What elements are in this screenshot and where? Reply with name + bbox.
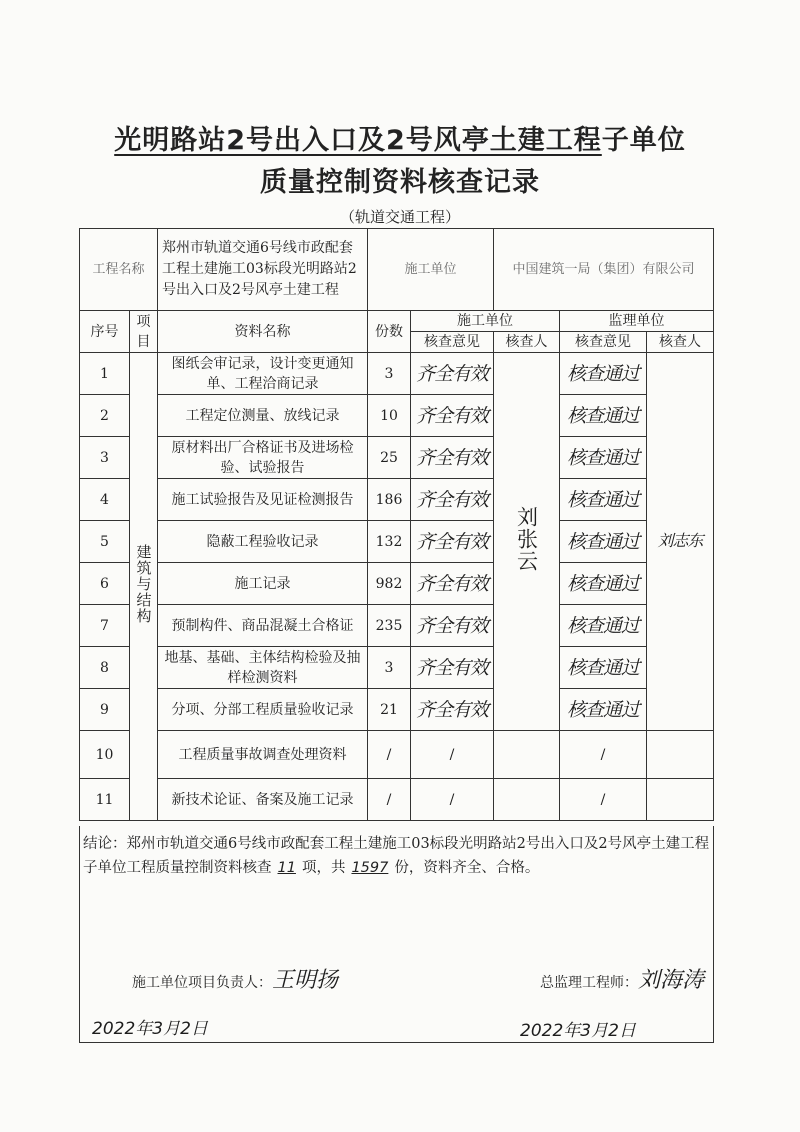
project-name-label: 工程名称	[80, 229, 158, 311]
copies-count: /	[368, 779, 411, 821]
document-name: 施工记录	[158, 563, 368, 605]
copies-count: 3	[368, 647, 411, 689]
construction-opinion: 齐全有效	[411, 437, 494, 479]
table-row	[80, 395, 714, 437]
copies-count: 10	[368, 395, 411, 437]
conclusion	[83, 832, 711, 880]
construction-reviewer-cell	[494, 353, 560, 731]
supervision-opinion-header: 核查意见	[560, 332, 647, 353]
supervision-opinion: 核查通过	[560, 353, 647, 395]
row-number: 4	[80, 479, 130, 521]
supervision-opinion: 核查通过	[560, 437, 647, 479]
row-number: 8	[80, 647, 130, 689]
copies-count: 186	[368, 479, 411, 521]
copies-count: 982	[368, 563, 411, 605]
table-row	[80, 563, 714, 605]
construction-unit-header: 施工单位	[411, 311, 560, 332]
document-name: 地基、基础、主体结构检验及抽样检测资料	[158, 647, 368, 689]
construction-reviewer-header: 核查人	[494, 332, 560, 353]
table-row	[80, 779, 714, 821]
supervisor-signature-block	[540, 963, 704, 994]
document-name: 新技术论证、备案及施工记录	[158, 779, 368, 821]
document-name: 隐蔽工程验收记录	[158, 521, 368, 563]
supervision-reviewer-empty	[647, 779, 714, 821]
supervision-opinion: 核查通过	[560, 605, 647, 647]
document-name: 施工试验报告及见证检测报告	[158, 479, 368, 521]
construction-opinion: 齐全有效	[411, 605, 494, 647]
copies-count: 132	[368, 521, 411, 563]
conclusion-text-2: 项，共	[301, 860, 346, 876]
supervision-reviewer-cell	[647, 353, 714, 731]
construction-opinion: 齐全有效	[411, 479, 494, 521]
document-name: 原材料出厂合格证书及进场检验、试验报告	[158, 437, 368, 479]
construction-opinion: 齐全有效	[411, 521, 494, 563]
project-name-value: 郑州市轨道交通6号线市政配套工程土建施工03标段光明路站2号出入口及2号风亭土建工程	[158, 229, 368, 311]
supervision-opinion: /	[560, 779, 647, 821]
col-docname-header: 资料名称	[158, 311, 368, 353]
construction-opinion: 齐全有效	[411, 689, 494, 731]
title-underlined-part: 光明路站2号出入口及2号风亭土建工程	[114, 125, 602, 156]
row-number: 7	[80, 605, 130, 647]
row-number: 10	[80, 731, 130, 779]
copies-count: 25	[368, 437, 411, 479]
contractor-value: 中国建筑一局（集团）有限公司	[494, 229, 714, 311]
table-row	[80, 479, 714, 521]
copies-count: 3	[368, 353, 411, 395]
copies-count: 21	[368, 689, 411, 731]
conclusion-total-copies: 1597	[351, 860, 389, 876]
document-name: 分项、分部工程质量验收记录	[158, 689, 368, 731]
construction-reviewer-signature: 刘张云	[514, 505, 539, 572]
construction-opinion: 齐全有效	[411, 395, 494, 437]
contractor-signature-block	[132, 963, 338, 994]
row-number: 5	[80, 521, 130, 563]
supervision-opinion: 核查通过	[560, 689, 647, 731]
row-number: 1	[80, 353, 130, 395]
construction-reviewer-empty	[494, 731, 560, 779]
document-name: 工程定位测量、放线记录	[158, 395, 368, 437]
table-row	[80, 353, 714, 395]
contractor-signature: 王明扬	[272, 968, 339, 993]
document-title-line1	[0, 118, 800, 157]
conclusion-text-1: 结论：郑州市轨道交通6号线市政配套工程土建施工03标段光明路站2号出入口及2号风亭土建工程子单位工程质量控制资料核查	[83, 836, 710, 876]
construction-opinion: 齐全有效	[411, 647, 494, 689]
construction-opinion: /	[411, 731, 494, 779]
conclusion-item-count: 11	[277, 860, 296, 876]
document-title-line2: 质量控制资料核查记录	[260, 167, 540, 198]
contractor-signature-label: 施工单位项目负责人：	[132, 975, 272, 991]
table-row	[80, 605, 714, 647]
copies-count: 235	[368, 605, 411, 647]
document-subtitle: （轨道交通工程）	[339, 208, 460, 226]
copies-count: /	[368, 731, 411, 779]
document-name: 工程质量事故调查处理资料	[158, 731, 368, 779]
contractor-date: 2022年3月2日	[92, 1019, 208, 1039]
col-item-header: 项目	[130, 311, 158, 353]
table-row	[80, 437, 714, 479]
document-name: 预制构件、商品混凝土合格证	[158, 605, 368, 647]
table-row	[80, 731, 714, 779]
supervision-opinion: 核查通过	[560, 521, 647, 563]
supervision-unit-header: 监理单位	[560, 311, 714, 332]
construction-opinion-header: 核查意见	[411, 332, 494, 353]
construction-opinion: 齐全有效	[411, 353, 494, 395]
row-number: 9	[80, 689, 130, 731]
construction-reviewer-empty	[494, 779, 560, 821]
construction-opinion: /	[411, 779, 494, 821]
supervision-reviewer-header: 核查人	[647, 332, 714, 353]
row-number: 6	[80, 563, 130, 605]
supervision-opinion: /	[560, 731, 647, 779]
contractor-label: 施工单位	[368, 229, 494, 311]
table-row	[80, 689, 714, 731]
row-number: 3	[80, 437, 130, 479]
supervision-reviewer-signature: 刘志东	[657, 531, 703, 550]
construction-opinion: 齐全有效	[411, 563, 494, 605]
category-cell	[130, 353, 158, 821]
conclusion-text-3: 份，资料齐全、合格。	[394, 860, 540, 876]
row-number: 11	[80, 779, 130, 821]
supervisor-date: 2022年3月2日	[520, 1021, 636, 1041]
supervision-opinion: 核查通过	[560, 479, 647, 521]
title-suffix: 子单位	[601, 125, 686, 156]
table-row	[80, 521, 714, 563]
supervision-opinion: 核查通过	[560, 563, 647, 605]
quality-control-table	[79, 228, 714, 821]
col-seq-header: 序号	[80, 311, 130, 353]
document-name: 图纸会审记录，设计变更通知单、工程洽商记录	[158, 353, 368, 395]
supervision-opinion: 核查通过	[560, 647, 647, 689]
supervisor-signature-label: 总监理工程师：	[540, 975, 638, 991]
supervision-opinion: 核查通过	[560, 395, 647, 437]
supervision-reviewer-empty	[647, 731, 714, 779]
table-row	[80, 647, 714, 689]
col-copies-header: 份数	[368, 311, 411, 353]
row-number: 2	[80, 395, 130, 437]
category-label: 建筑与结构	[134, 543, 153, 624]
supervisor-signature: 刘海涛	[638, 968, 705, 993]
